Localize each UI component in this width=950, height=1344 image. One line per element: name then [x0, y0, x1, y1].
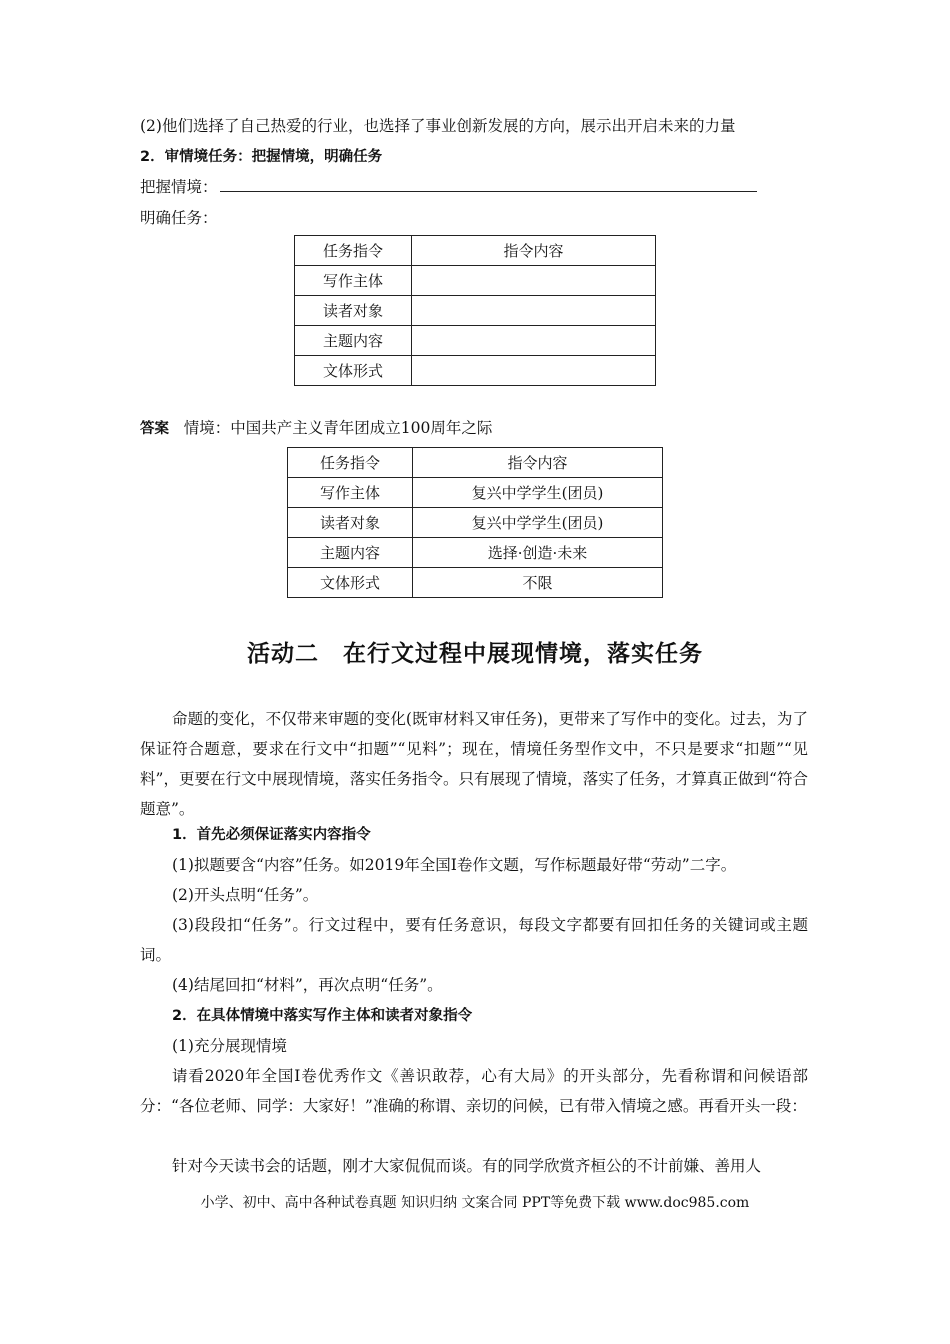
table-cell: 复兴中学学生(团员): [413, 508, 663, 538]
table-header-cell: 指令内容: [412, 236, 656, 266]
table-row: [295, 356, 656, 386]
table-header-row: [288, 448, 663, 478]
table-row: [288, 568, 663, 598]
table-cell: 写作主体: [288, 478, 413, 508]
list-item: (4)结尾回扣“材料”，再次点明“任务”。: [172, 976, 443, 994]
table-cell: 读者对象: [288, 508, 413, 538]
table-row: [295, 326, 656, 356]
table-cell: 复兴中学学生(团员): [413, 478, 663, 508]
table-row: [288, 538, 663, 568]
clarify-task-label: 明确任务：: [140, 209, 218, 227]
list-item: (1)充分展现情境: [172, 1037, 287, 1055]
section-title: 活动二 在行文过程中展现情境，落实任务: [247, 641, 703, 667]
table-cell: [412, 326, 656, 356]
answer-line: [140, 418, 492, 439]
subheading-content: 1．首先必须保证落实内容指令: [172, 827, 371, 843]
table-row: [288, 508, 663, 538]
table-cell: 主题内容: [295, 326, 412, 356]
grasp-context-label: 把握情境：: [140, 178, 218, 196]
table-header-cell: 任务指令: [288, 448, 413, 478]
table-cell: 不限: [413, 568, 663, 598]
table-cell: 写作主体: [295, 266, 412, 296]
example-quote: 针对今天读书会的话题，刚才大家侃侃而谈。有的同学欣赏齐桓公的不计前嫌、善用人: [172, 1157, 762, 1175]
table-cell: 文体形式: [288, 568, 413, 598]
table-header-row: [295, 236, 656, 266]
blank-underline: [220, 177, 757, 192]
table-header-cell: 指令内容: [413, 448, 663, 478]
table-cell: 选择·创造·未来: [413, 538, 663, 568]
task-table-blank: [294, 235, 656, 386]
table-cell: 文体形式: [295, 356, 412, 386]
list-item: (1)拟题要含“内容”任务。如2019年全国Ⅰ卷作文题，写作标题最好带“劳动”二字。: [172, 856, 737, 874]
table-row: [295, 266, 656, 296]
table-header-cell: 任务指令: [295, 236, 412, 266]
task-table-answer: [287, 447, 663, 598]
answer-text: 情境：中国共产主义青年团成立100周年之际: [183, 419, 493, 437]
example-paragraph: 请看2020年全国Ⅰ卷优秀作文《善识敢荐，心有大局》的开头部分，先看称谓和问候语部分：“各位老师、同学：大家好！”准确的称谓、亲切的问候，已有带入情境之感。再看开头一段：: [140, 1067, 808, 1115]
intro-paragraph: 命题的变化，不仅带来审题的变化(既审材料又审任务)，更带来了写作中的变化。过去，为了保证符合题意，要求在行文中“扣题”“见料”；现在，情境任务型作文中，不只是要求“扣题”“见料”，更要在行文中展现情境，落实任务指令。只有展现了情境，落实了任务，才算真正做到“符合题意”。: [140, 710, 808, 818]
answer-line-2: (2)他们选择了自己热爱的行业，也选择了事业创新发展的方向，展示出开启未来的力量: [140, 117, 736, 135]
page-footer: 小学、初中、高中各种试卷真题 知识归纳 文案合同 PPT等免费下载 www.doc985.com: [200, 1195, 750, 1211]
table-row: [288, 478, 663, 508]
table-cell: 主题内容: [288, 538, 413, 568]
subheading-task: 2．审情境任务：把握情境，明确任务: [140, 149, 383, 165]
table-cell: [412, 356, 656, 386]
table-cell: 读者对象: [295, 296, 412, 326]
subheading-subject: 2．在具体情境中落实写作主体和读者对象指令: [172, 1008, 473, 1024]
list-item: (3)段段扣“任务”。行文过程中，要有任务意识，每段文字都要有回扣任务的关键词或主题词。: [140, 916, 808, 964]
grasp-context-line: [140, 177, 757, 197]
table-cell: [412, 266, 656, 296]
table-row: [295, 296, 656, 326]
list-item: (2)开头点明“任务”。: [172, 886, 319, 904]
answer-label: 答案: [140, 421, 169, 437]
table-cell: [412, 296, 656, 326]
